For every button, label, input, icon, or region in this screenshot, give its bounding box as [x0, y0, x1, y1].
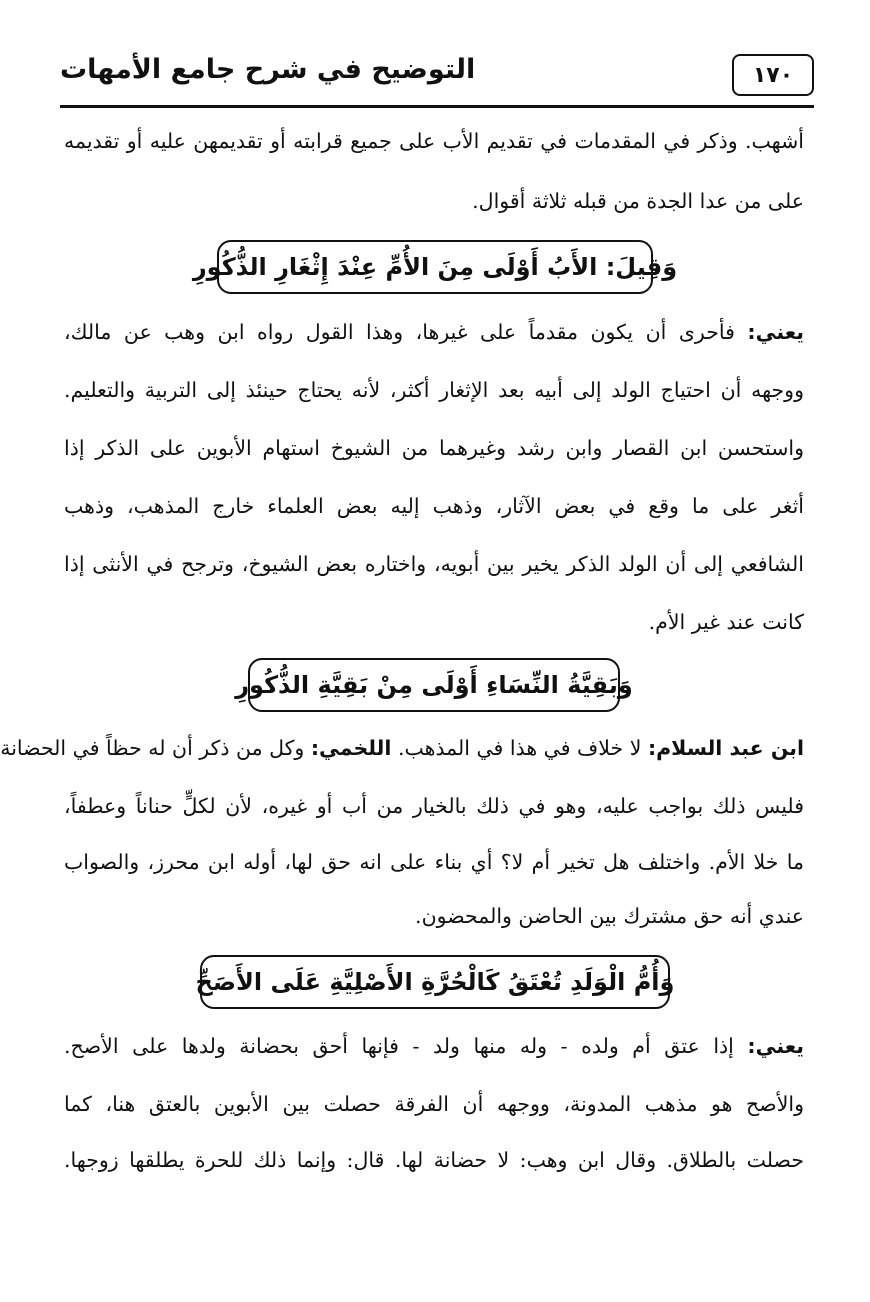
header-rule — [60, 105, 814, 108]
commentary-lead-word: يعني: — [747, 1034, 804, 1058]
paragraph-4-line-1 — [64, 1026, 804, 1066]
paragraph-2-line-5: الشافعي إلى أن الولد الذكر يخير بين أبويه، واختاره بعض الشيوخ، وترجح في الأنثى إذا — [64, 552, 804, 576]
paragraph-3-line-4: عندي أنه حق مشترك بين الحاضن والمحضون. — [415, 904, 804, 928]
paragraph-3-line-1-text-b: وكل من ذكر أن له حظاً في الحضانة — [0, 736, 305, 760]
paragraph-4-line-1-text: إذا عتق أم ولده - وله منها ولد - فإنها أحق بحضانة ولدها على الأصح. — [64, 1034, 734, 1058]
matn-heading-3: وَأُمُّ الْوَلَدِ تُعْتَقُ كَالْحُرَّةِ الأَصْلِيَّةِ عَلَى الأَصَحِّ — [200, 955, 670, 1009]
paragraph-3-line-3: ما خلا الأم. واختلف هل تخير أم لا؟ أي بناء على انه حق لها، أوله ابن محرز، والصواب — [64, 850, 804, 874]
paragraph-3-line-2: فليس ذلك بواجب عليه، وهو في ذلك بالخيار من أب أو غيره، لأن لكلٍّ حناناً وعطفاً، — [64, 794, 804, 818]
page-number: ١٧٠ — [732, 54, 814, 96]
matn-heading-1: وَقِيلَ: الأَبُ أَوْلَى مِنَ الأُمِّ عِنْدَ إِثْغَارِ الذُّكُورِ — [217, 240, 653, 294]
commentary-lead-word: يعني: — [747, 320, 804, 344]
paragraph-3-line-1-text-a: لا خلاف في هذا في المذهب. — [397, 736, 642, 760]
paragraph-2-line-1-text: فأحرى أن يكون مقدماً على غيرها، وهذا القول رواه ابن وهب عن مالك، — [64, 320, 735, 344]
cited-scholar-ibn-abd-al-salam: ابن عبد السلام: — [647, 736, 804, 760]
paragraph-4-line-2: والأصح هو مذهب المدونة، ووجهه أن الفرقة حصلت بين الأبوين بالعتق هنا، كما — [64, 1092, 804, 1116]
cited-scholar-al-lakhmi: اللخمي: — [310, 736, 392, 760]
paragraph-2-line-2: ووجهه أن احتياج الولد إلى أبيه بعد الإثغار أكثر، لأنه يحتاج حينئذ إلى التربية والتعليم. — [64, 378, 804, 402]
paragraph-2-line-4: أثغر على ما وقع في بعض الآثار، وذهب إليه بعض العلماء خارج المذهب، وذهب — [64, 494, 804, 518]
book-title: التوضيح في شرح جامع الأمهات — [60, 54, 476, 85]
paragraph-1-line-2: على من عدا الجدة من قبله ثلاثة أقوال. — [472, 189, 804, 213]
paragraph-2-line-3: واستحسن ابن القصار وابن رشد وغيرهما من الشيوخ استهام الأبوين على الذكر إذا — [64, 436, 804, 460]
paragraph-2-line-1 — [64, 312, 804, 352]
running-header — [60, 50, 814, 108]
paragraph-4-line-3: حصلت بالطلاق. وقال ابن وهب: لا حضانة لها. قال: وإنما ذلك للحرة يطلقها زوجها. — [64, 1148, 804, 1172]
paragraph-3-line-1 — [0, 728, 804, 768]
matn-heading-2: وَبَقِيَّةُ النِّسَاءِ أَوْلَى مِنْ بَقِيَّةِ الذُّكُورِ — [248, 658, 620, 712]
paragraph-2-line-6: كانت عند غير الأم. — [648, 610, 804, 634]
paragraph-1-line-1: أشهب. وذكر في المقدمات في تقديم الأب على جميع قرابته أو تقديمهن عليه أو تقديمه — [64, 129, 804, 153]
